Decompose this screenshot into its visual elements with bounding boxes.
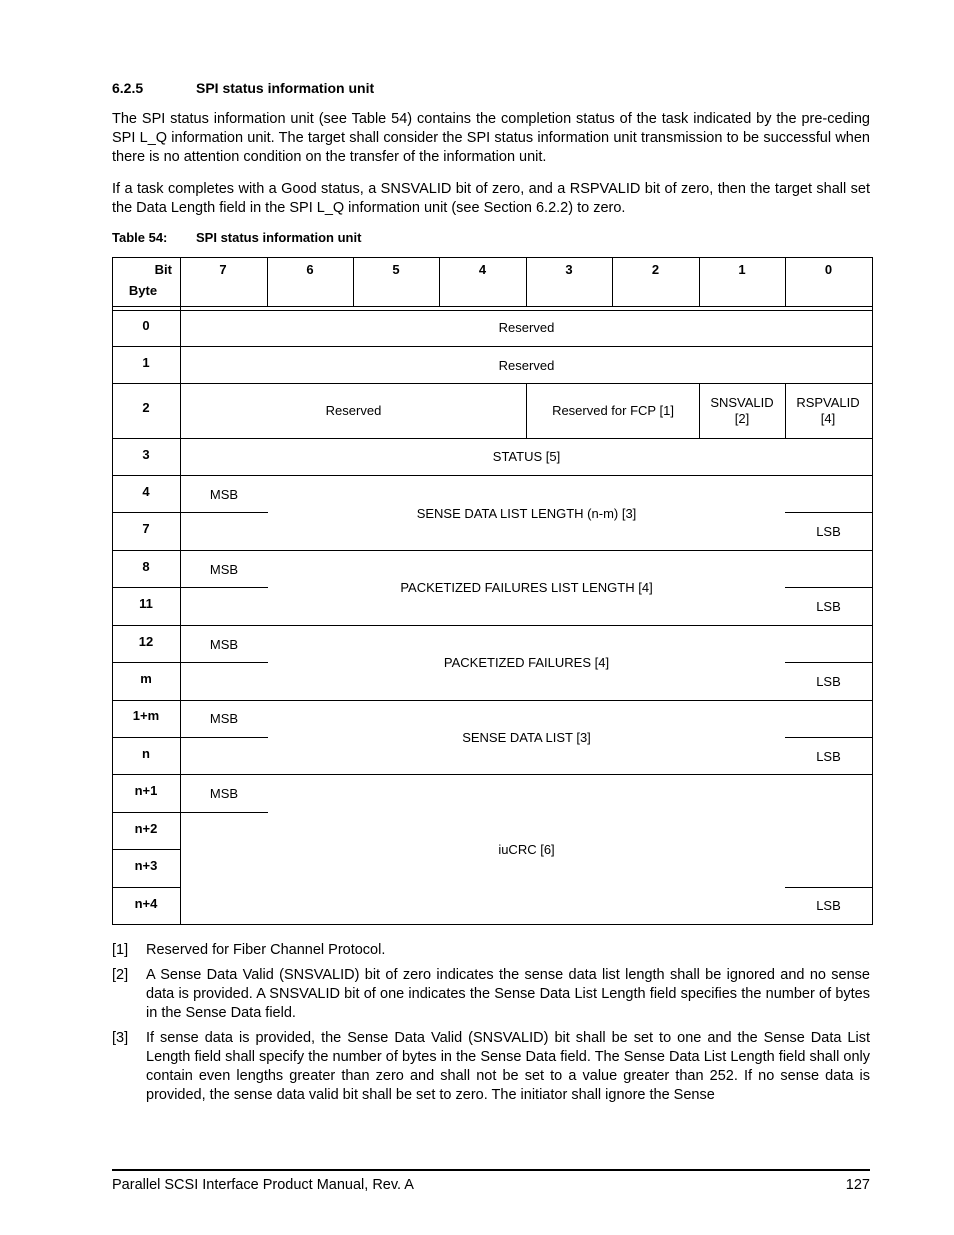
lsb-label: LSB: [816, 524, 841, 539]
lsb-rule: [785, 887, 873, 888]
field-packetized-failures: PACKETIZED FAILURES [4]: [443, 655, 610, 670]
header-bit-5: 5: [392, 262, 400, 277]
byte-label: m: [140, 671, 152, 686]
section-number: 6.2.5: [112, 80, 144, 96]
field-sense-data-list: SENSE DATA LIST [3]: [462, 730, 591, 745]
field-divider: [699, 383, 700, 439]
byte-label: 12: [138, 634, 154, 649]
field-reserved-byte0: Reserved: [498, 320, 555, 335]
msb-label: MSB: [209, 562, 239, 577]
header-bit-2: 2: [651, 262, 660, 277]
byte-label: 3: [142, 447, 150, 462]
header-bit-6: 6: [306, 262, 314, 277]
paragraph-1: The SPI status information unit (see Table 54) contains the completion status of the task indicated by the pre-ceding SPI L_Q information unit. The target shall consider the SPI status information unit transmission to be successful when there is no attention condition on the transfer of the information unit.: [112, 111, 870, 165]
lsb-label: LSB: [816, 599, 841, 614]
row-rule: [112, 625, 873, 626]
field-packetized-failures-list-length: PACKETIZED FAILURES LIST LENGTH [4]: [400, 580, 653, 595]
byte-rule: [112, 737, 181, 738]
header-bit-label: Bit: [154, 262, 172, 277]
field-status: STATUS [5]: [492, 449, 561, 464]
footnote-marker: [3]: [112, 1030, 129, 1046]
byte-rule: [112, 662, 181, 663]
row-rule: [112, 475, 873, 476]
msb-label: MSB: [209, 637, 239, 652]
byte-label: 1+m: [132, 708, 160, 723]
byte-label: 2: [142, 400, 150, 415]
lsb-rule: [785, 737, 873, 738]
table-caption-title: SPI status information unit: [196, 230, 362, 245]
footnote: [112, 966, 870, 1023]
footnote-text: A Sense Data Valid (SNSVALID) bit of zero indicates the sense data list length shall be ignored and no sense data is provided. A SNSVALID bit of one indicates the Sense Data List Length field specifies the number of bytes in the Sense Data field.: [146, 967, 870, 1021]
msb-rule: [180, 812, 268, 813]
byte-label: 7: [142, 521, 150, 536]
byte-rule: [112, 512, 181, 513]
header-bit-4: 4: [478, 262, 487, 277]
header-bit-0: 0: [824, 262, 833, 277]
lsb-rule: [785, 512, 873, 513]
table-border-top: [112, 257, 873, 258]
row-rule: [112, 346, 873, 347]
byte-label: n+2: [134, 821, 158, 836]
field-rspvalid: RSPVALID [4]: [796, 395, 860, 426]
byte-rule: [112, 849, 181, 850]
field-divider: [785, 383, 786, 439]
byte-label: 0: [142, 318, 150, 333]
byte-label: n: [142, 746, 150, 761]
footnote: [112, 1029, 870, 1105]
msb-label: MSB: [209, 487, 239, 502]
footnotes: [112, 941, 870, 1111]
msb-label: MSB: [209, 786, 239, 801]
footnote-marker: [1]: [112, 942, 129, 958]
field-snsvalid: SNSVALID [2]: [710, 395, 774, 426]
header-bit-3: 3: [565, 262, 573, 277]
header-rule: [112, 310, 873, 311]
byte-label: n+4: [134, 896, 158, 911]
msb-rule: [180, 737, 268, 738]
section-heading: [112, 80, 374, 96]
field-sense-data-list-length: SENSE DATA LIST LENGTH (n-m) [3]: [416, 506, 637, 521]
lsb-rule: [785, 662, 873, 663]
table-caption-number: Table 54:: [112, 230, 168, 245]
footnote-text: Reserved for Fiber Channel Protocol.: [146, 942, 386, 958]
status-iu-table: [112, 257, 873, 925]
msb-label: MSB: [209, 711, 239, 726]
row-rule: [112, 438, 873, 439]
byte-label: n+3: [134, 858, 158, 873]
page-number: 127: [845, 1177, 870, 1193]
lsb-label: LSB: [816, 749, 841, 764]
table-caption: [112, 230, 361, 245]
lsb-label: LSB: [816, 674, 841, 689]
byte-label: n+1: [134, 783, 158, 798]
field-iucrc: iuCRC [6]: [498, 842, 555, 857]
header-bit-1: 1: [738, 262, 746, 277]
msb-rule: [180, 512, 268, 513]
paragraph-2: If a task completes with a Good status, a SNSVALID bit of zero, and a RSPVALID bit of zero, then the target shall set the Data Length field in the SPI L_Q information unit (see Section 6.2.2) to zero.: [112, 181, 870, 216]
table-border-right: [872, 257, 873, 925]
footer-rule: [112, 1169, 870, 1171]
header-bit-7: 7: [219, 262, 227, 277]
footnote-marker: [2]: [112, 967, 129, 983]
byte-rule: [112, 887, 181, 888]
field-reserved-fcp: Reserved for FCP [1]: [552, 403, 674, 418]
row-rule: [112, 700, 873, 701]
field-reserved-byte1: Reserved: [498, 358, 555, 373]
byte-label: 1: [142, 355, 150, 370]
byte-rule: [112, 587, 181, 588]
table-border-bottom: [112, 924, 873, 925]
row-rule: [112, 774, 873, 775]
field-reserved-byte2: Reserved: [325, 403, 382, 418]
header-rule: [112, 306, 873, 307]
lsb-rule: [785, 587, 873, 588]
footnote: [112, 941, 870, 960]
byte-label: 4: [142, 484, 150, 499]
byte-label: 11: [139, 596, 153, 611]
row-rule: [112, 550, 873, 551]
msb-rule: [180, 662, 268, 663]
footer-title: Parallel SCSI Interface Product Manual, Rev. A: [112, 1177, 414, 1193]
section-title: SPI status information unit: [196, 80, 375, 96]
footnote-text: If sense data is provided, the Sense Data Valid (SNSVALID) bit shall be set to one and the Sense Data List Length field shall specify the number of bytes in the Sense Data field. The Sense Data List Length field shall only contain even lengths greater than zero and shall not be set to a value greater than 252. If no sense data is provided, the sense data valid bit shall be set to zero. The initiator shall ignore the Sense: [146, 1030, 870, 1103]
msb-rule: [180, 587, 268, 588]
header-byte-label: Byte: [128, 283, 158, 298]
lsb-label: LSB: [816, 898, 841, 913]
row-rule: [112, 383, 873, 384]
byte-label: 8: [142, 559, 150, 574]
byte-rule: [112, 812, 181, 813]
